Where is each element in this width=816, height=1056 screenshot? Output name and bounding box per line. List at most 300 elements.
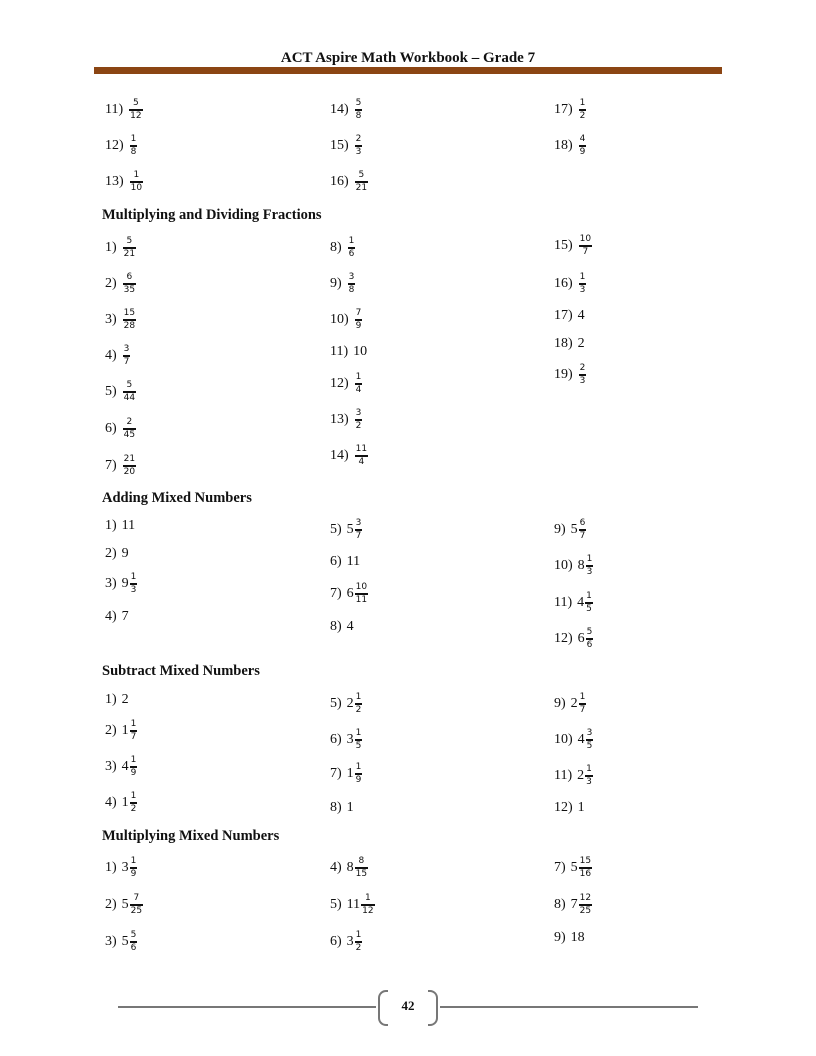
answer-whole-number: 5	[346, 522, 354, 537]
answer-number: 9)	[554, 930, 566, 945]
answer-fraction	[579, 518, 587, 541]
fraction-numerator: 2	[126, 417, 133, 428]
answer-number: 15)	[554, 238, 573, 253]
answer-item	[330, 233, 355, 263]
fraction-denominator: 28	[123, 320, 136, 331]
answer-whole-number: 3	[346, 732, 354, 747]
answer-item	[105, 451, 136, 481]
answer-fraction	[355, 728, 363, 751]
answer-whole-number: 2	[577, 336, 585, 351]
answer-item	[105, 927, 137, 957]
answer-item	[554, 301, 585, 331]
answer-whole-number: 5	[121, 897, 129, 912]
fraction-denominator: 20	[123, 466, 136, 477]
fraction-numerator: 21	[123, 454, 136, 465]
answer-item	[105, 377, 136, 407]
fraction-denominator: 21	[123, 248, 136, 259]
answer-fraction	[355, 856, 368, 879]
answer-number: 16)	[330, 174, 349, 189]
answer-item	[554, 761, 593, 791]
answer-fraction	[355, 372, 363, 395]
fraction-denominator: 3	[579, 284, 586, 295]
answer-number: 2)	[105, 897, 117, 912]
fraction-denominator: 16	[579, 868, 592, 879]
answer-item	[330, 759, 362, 789]
answer-item	[330, 793, 354, 823]
answer-number: 8)	[330, 240, 342, 255]
answer-number: 5)	[105, 384, 117, 399]
answer-item	[330, 167, 368, 197]
answer-number: 2)	[105, 276, 117, 291]
answer-fraction	[130, 893, 143, 916]
fraction-numerator: 5	[133, 98, 139, 109]
fraction-numerator: 5	[130, 930, 137, 941]
fraction-numerator: 1	[579, 692, 586, 703]
fraction-numerator: 12	[579, 893, 592, 904]
answer-number: 5)	[330, 897, 342, 912]
section-title: Multiplying and Dividing Fractions	[102, 207, 322, 223]
answer-number: 2)	[105, 723, 117, 738]
answer-item	[554, 624, 593, 654]
answer-number: 12)	[554, 800, 573, 815]
fraction-denominator: 9	[579, 146, 586, 157]
answer-fraction	[579, 234, 592, 257]
answer-item	[105, 131, 137, 161]
answer-item	[330, 853, 368, 883]
answer-whole-number: 1	[121, 795, 129, 810]
answer-item	[105, 890, 143, 920]
fraction-denominator: 7	[579, 704, 586, 715]
answer-fraction	[355, 170, 368, 193]
answer-item	[105, 341, 130, 371]
fraction-numerator: 1	[130, 856, 137, 867]
fraction-denominator: 8	[348, 284, 355, 295]
answer-number: 11)	[105, 102, 124, 117]
answer-whole-number: 9	[121, 576, 129, 591]
answer-fraction	[585, 764, 593, 787]
answer-item	[554, 588, 593, 618]
fraction-numerator: 1	[348, 236, 355, 247]
header-rule	[94, 67, 722, 74]
answer-number: 4)	[105, 609, 117, 624]
fraction-numerator: 3	[355, 518, 362, 529]
fraction-denominator: 4	[358, 456, 365, 467]
answer-whole-number: 4	[577, 732, 585, 747]
answer-number: 6)	[330, 554, 342, 569]
answer-fraction	[123, 417, 136, 440]
fraction-numerator: 5	[355, 98, 362, 109]
answer-whole-number: 8	[577, 558, 585, 573]
answer-number: 7)	[554, 860, 566, 875]
answer-fraction	[355, 408, 363, 431]
answer-fraction	[355, 98, 363, 121]
fraction-denominator: 2	[130, 803, 137, 814]
fraction-denominator: 35	[123, 284, 136, 295]
answer-fraction	[130, 719, 138, 742]
fraction-numerator: 8	[358, 856, 365, 867]
answer-fraction	[123, 272, 136, 295]
answer-item	[554, 360, 586, 390]
answer-fraction	[130, 791, 138, 814]
fraction-numerator: 3	[586, 728, 593, 739]
fraction-numerator: 1	[130, 755, 137, 766]
answer-item	[554, 231, 592, 261]
answer-item	[105, 167, 143, 197]
answer-fraction	[123, 454, 136, 477]
answer-whole-number: 4	[577, 308, 585, 323]
answer-number: 6)	[330, 934, 342, 949]
answer-fraction	[579, 272, 587, 295]
fraction-denominator: 3	[579, 375, 586, 386]
answer-number: 7)	[105, 458, 117, 473]
answer-item	[330, 689, 362, 719]
answer-whole-number: 2	[570, 696, 578, 711]
answer-whole-number: 9	[121, 546, 129, 561]
fraction-denominator: 44	[123, 392, 136, 403]
answer-fraction	[355, 762, 363, 785]
fraction-numerator: 3	[123, 344, 130, 355]
fraction-denominator: 7	[579, 530, 586, 541]
answer-whole-number: 11	[346, 897, 361, 912]
answer-number: 6)	[330, 732, 342, 747]
answer-item	[330, 337, 367, 367]
answer-item	[330, 725, 362, 755]
footer-line-left	[118, 1006, 376, 1008]
fraction-numerator: 3	[348, 272, 355, 283]
answer-number: 10)	[554, 558, 573, 573]
answer-whole-number: 5	[570, 860, 578, 875]
fraction-denominator: 2	[355, 942, 362, 953]
answer-number: 3)	[105, 934, 117, 949]
answer-item	[554, 853, 592, 883]
answer-number: 19)	[554, 367, 573, 382]
fraction-denominator: 7	[582, 246, 589, 257]
fraction-numerator: 1	[355, 692, 362, 703]
answer-item	[330, 579, 368, 609]
answer-number: 1)	[105, 692, 117, 707]
answer-fraction	[355, 134, 363, 157]
answer-item	[105, 752, 137, 782]
answer-fraction	[123, 380, 136, 403]
answer-item	[105, 602, 129, 632]
answer-fraction	[355, 930, 363, 953]
answer-fraction	[585, 591, 593, 614]
fraction-denominator: 2	[579, 110, 586, 121]
fraction-denominator: 8	[130, 146, 137, 157]
answer-item	[105, 511, 135, 541]
answer-fraction	[123, 308, 136, 331]
answer-whole-number: 1	[121, 723, 129, 738]
page-header-title: ACT Aspire Math Workbook – Grade 7	[280, 50, 536, 66]
answer-number: 10)	[330, 312, 349, 327]
fraction-numerator: 1	[130, 791, 137, 802]
answer-item	[105, 539, 129, 569]
answer-item	[554, 890, 592, 920]
answer-whole-number: 7	[121, 609, 129, 624]
answer-number: 10)	[554, 732, 573, 747]
fraction-denominator: 9	[355, 774, 362, 785]
fraction-denominator: 45	[123, 429, 136, 440]
fraction-denominator: 25	[579, 905, 592, 916]
answer-item	[554, 551, 593, 581]
answer-number: 4)	[105, 348, 117, 363]
section-title: Subtract Mixed Numbers	[102, 663, 260, 679]
fraction-numerator: 2	[579, 363, 586, 374]
answer-fraction	[348, 236, 356, 259]
answer-number: 18)	[554, 336, 573, 351]
answer-item	[554, 793, 585, 823]
page-number-bracket-left	[378, 990, 388, 1026]
fraction-denominator: 3	[586, 566, 593, 577]
answer-item	[330, 612, 354, 642]
answer-fraction	[579, 363, 587, 386]
answer-fraction	[586, 554, 594, 577]
answer-fraction	[579, 856, 592, 879]
answer-item	[105, 269, 136, 299]
answer-item	[330, 890, 375, 920]
fraction-denominator: 5	[586, 740, 593, 751]
answer-number: 3)	[105, 576, 117, 591]
answer-item	[105, 233, 136, 263]
answer-whole-number: 1	[346, 800, 354, 815]
answer-fraction	[130, 755, 138, 778]
fraction-numerator: 1	[133, 170, 140, 181]
fraction-numerator: 5	[358, 170, 365, 181]
answer-number: 1)	[105, 240, 117, 255]
answer-whole-number: 6	[346, 586, 354, 601]
fraction-numerator: 10	[579, 234, 592, 245]
answer-whole-number: 2	[346, 696, 354, 711]
answer-item	[105, 305, 136, 335]
answer-fraction	[579, 893, 592, 916]
answer-number: 3)	[105, 312, 117, 327]
answer-number: 7)	[330, 766, 342, 781]
answer-fraction	[586, 728, 594, 751]
answer-fraction	[123, 236, 136, 259]
answer-number: 9)	[554, 696, 566, 711]
fraction-numerator: 15	[579, 856, 592, 867]
fraction-denominator: 7	[130, 731, 137, 742]
fraction-denominator: 6	[586, 639, 593, 650]
fraction-denominator: 7	[355, 530, 362, 541]
answer-number: 2)	[105, 546, 117, 561]
answer-fraction	[579, 134, 587, 157]
section-title: Multiplying Mixed Numbers	[102, 828, 280, 844]
answer-number: 11)	[554, 768, 573, 783]
answer-number: 13)	[330, 412, 349, 427]
answer-number: 4)	[330, 860, 342, 875]
fraction-numerator: 7	[355, 308, 362, 319]
fraction-numerator: 1	[586, 591, 592, 602]
answer-whole-number: 10	[353, 344, 368, 359]
answer-number: 1)	[105, 518, 117, 533]
answer-number: 14)	[330, 448, 349, 463]
fraction-numerator: 3	[355, 408, 362, 419]
answer-number: 6)	[105, 421, 117, 436]
answer-item	[330, 95, 362, 125]
fraction-denominator: 6	[348, 248, 355, 259]
answer-fraction	[361, 893, 374, 916]
fraction-numerator: 5	[126, 380, 133, 391]
answer-whole-number: 8	[346, 860, 354, 875]
answer-number: 18)	[554, 138, 573, 153]
answer-fraction	[123, 344, 131, 367]
answer-whole-number: 4	[121, 759, 129, 774]
answer-fraction	[586, 627, 594, 650]
answer-whole-number: 4	[577, 595, 585, 610]
answer-item	[330, 927, 362, 957]
answer-item	[330, 269, 355, 299]
answer-fraction	[579, 98, 587, 121]
answer-fraction	[130, 170, 143, 193]
fraction-numerator: 1	[355, 372, 362, 383]
answer-whole-number: 3	[121, 860, 129, 875]
fraction-denominator: 7	[123, 356, 130, 367]
answer-item	[105, 414, 136, 444]
answer-item	[554, 269, 586, 299]
fraction-denominator: 3	[586, 776, 592, 787]
fraction-denominator: 21	[355, 182, 368, 193]
answer-fraction	[355, 444, 368, 467]
fraction-numerator: 1	[365, 893, 371, 904]
answer-whole-number: 1	[346, 766, 354, 781]
fraction-denominator: 2	[355, 420, 362, 431]
answer-item	[330, 547, 360, 577]
fraction-denominator: 6	[130, 942, 137, 953]
fraction-numerator: 7	[133, 893, 140, 904]
fraction-numerator: 1	[579, 98, 586, 109]
answer-number: 7)	[330, 586, 342, 601]
answer-number: 4)	[105, 795, 117, 810]
answer-whole-number: 2	[121, 692, 129, 707]
answer-fraction	[579, 692, 587, 715]
fraction-denominator: 9	[130, 767, 137, 778]
answer-whole-number: 1	[577, 800, 585, 815]
answer-whole-number: 4	[346, 619, 354, 634]
answer-fraction	[355, 582, 368, 605]
answer-fraction	[130, 572, 138, 595]
fraction-numerator: 1	[355, 728, 362, 739]
fraction-numerator: 1	[130, 572, 137, 583]
fraction-denominator: 12	[130, 110, 142, 121]
answer-whole-number: 5	[121, 934, 129, 949]
answer-fraction	[130, 134, 138, 157]
fraction-numerator: 1	[355, 762, 362, 773]
answer-item	[105, 853, 137, 883]
answer-item	[105, 95, 143, 125]
fraction-denominator: 10	[130, 182, 143, 193]
fraction-denominator: 12	[362, 905, 374, 916]
answer-number: 11)	[554, 595, 573, 610]
answer-whole-number: 18	[570, 930, 585, 945]
answer-number: 12)	[330, 376, 349, 391]
answer-fraction	[355, 692, 363, 715]
page-number-bracket-right	[428, 990, 438, 1026]
answer-number: 9)	[330, 276, 342, 291]
answer-number: 13)	[105, 174, 124, 189]
page-number: 42	[401, 998, 415, 1013]
answer-fraction	[130, 856, 138, 879]
fraction-denominator: 25	[130, 905, 143, 916]
answer-number: 8)	[330, 800, 342, 815]
fraction-denominator: 2	[355, 704, 362, 715]
fraction-numerator: 6	[579, 518, 586, 529]
answer-item	[330, 515, 362, 545]
answer-item	[554, 515, 586, 545]
fraction-numerator: 15	[123, 308, 136, 319]
fraction-numerator: 10	[355, 582, 368, 593]
section-title: Adding Mixed Numbers	[102, 490, 252, 506]
answer-fraction	[348, 272, 356, 295]
answer-fraction	[355, 518, 363, 541]
answer-item	[554, 329, 585, 359]
answer-number: 12)	[105, 138, 124, 153]
answer-number: 15)	[330, 138, 349, 153]
answer-whole-number: 7	[570, 897, 578, 912]
fraction-numerator: 1	[130, 134, 137, 145]
fraction-denominator: 3	[130, 584, 137, 595]
fraction-numerator: 1	[130, 719, 137, 730]
fraction-numerator: 1	[579, 272, 586, 283]
answer-item	[554, 725, 593, 755]
answer-fraction	[129, 98, 142, 121]
answer-item	[330, 405, 362, 435]
answer-item	[105, 788, 137, 818]
answer-item	[330, 131, 362, 161]
answer-whole-number: 11	[121, 518, 136, 533]
answer-item	[554, 923, 585, 953]
fraction-denominator: 3	[355, 146, 362, 157]
fraction-numerator: 2	[355, 134, 362, 145]
answer-number: 14)	[330, 102, 349, 117]
fraction-numerator: 6	[126, 272, 133, 283]
answer-item	[330, 369, 362, 399]
answer-item	[105, 685, 129, 715]
answer-number: 17)	[554, 308, 573, 323]
answer-whole-number: 11	[346, 554, 361, 569]
answer-item	[554, 95, 586, 125]
answer-number: 17)	[554, 102, 573, 117]
answer-whole-number: 2	[577, 768, 585, 783]
fraction-numerator: 1	[586, 764, 592, 775]
answer-number: 8)	[330, 619, 342, 634]
answer-number: 11)	[330, 344, 349, 359]
answer-item	[105, 716, 137, 746]
answer-number: 9)	[554, 522, 566, 537]
fraction-denominator: 9	[355, 320, 362, 331]
answer-item	[554, 689, 586, 719]
fraction-denominator: 4	[355, 384, 362, 395]
answer-whole-number: 6	[577, 631, 585, 646]
fraction-denominator: 9	[130, 868, 137, 879]
answer-whole-number: 3	[346, 934, 354, 949]
fraction-denominator: 15	[355, 868, 368, 879]
answer-number: 16)	[554, 276, 573, 291]
answer-fraction	[355, 308, 363, 331]
fraction-numerator: 11	[355, 444, 368, 455]
answer-number: 1)	[105, 860, 117, 875]
fraction-denominator: 11	[355, 594, 368, 605]
fraction-denominator: 5	[586, 603, 592, 614]
fraction-numerator: 4	[579, 134, 586, 145]
footer-line-right	[440, 1006, 698, 1008]
fraction-numerator: 1	[355, 930, 362, 941]
answer-item	[330, 441, 368, 471]
fraction-numerator: 5	[126, 236, 133, 247]
answer-item	[105, 569, 137, 599]
answer-fraction	[130, 930, 138, 953]
fraction-numerator: 1	[586, 554, 593, 565]
